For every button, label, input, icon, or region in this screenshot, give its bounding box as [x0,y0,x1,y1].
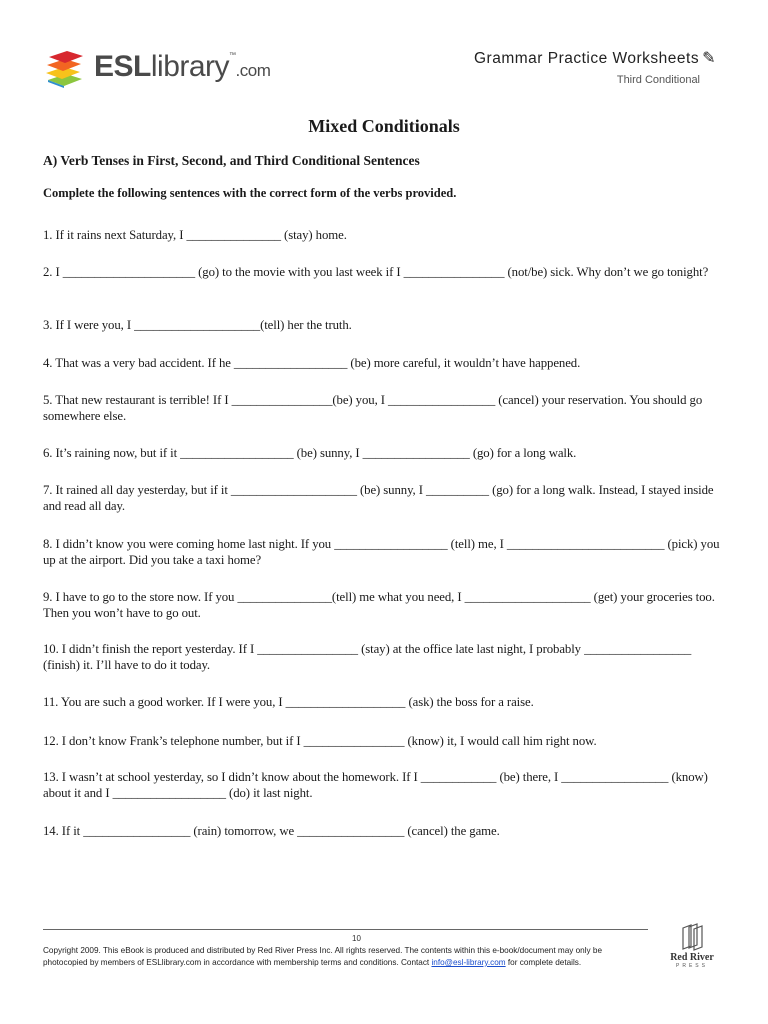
red-river-press-logo: Red River PRESS [664,922,720,969]
worksheet-header [474,48,716,86]
question-11: 11. You are such a good worker. If I were you, I ___________________ (ask) the boss for a raise. [43,695,534,709]
question-12: 12. I don’t know Frank’s telephone number, but if I ________________ (know) it, I would call him right now. [43,734,597,748]
question-2: 2. I _____________________ (go) to the movie with you last week if I ________________ (not/be) sick. Why don’t we go tonight? [43,265,709,279]
books-icon [677,922,707,952]
footer-divider [43,929,648,930]
question-14: 14. If it _________________ (rain) tomorrow, we _________________ (cancel) the game. [43,824,500,838]
question-8: 8. I didn’t know you were coming home last night. If you __________________ (tell) me, I _________________________ (pick) you up at the airport. Did you take a taxi home? [43,537,720,567]
copyright-notice: Copyright 2009. This eBook is produced and distributed by Red River Press Inc. All rights reserved. The contents within this e-book/document may only be photocopied by members of ESLlibrary.com in accordance with membership terms and conditions. Contact info@esl-library.com for complete details. [43,946,603,967]
question-6: 6. It’s raining now, but if it __________________ (be) sunny, I _________________ (go) for a long walk. [43,446,577,460]
question-5: 5. That new restaurant is terrible! If I ________________(be) you, I _________________ (cancel) your reservation. You should go somewhere else. [43,393,703,423]
question-10: 10. I didn’t finish the report yesterday. If I ________________ (stay) at the office late last night, I probably _________________ (finish) it. I’ll have to do it today. [43,642,692,672]
logo-wordmark: ESLlibrary™.com [94,50,271,83]
question-13: 13. I wasn’t at school yesterday, so I didn’t know about the homework. If I ____________ (be) there, I _________________ (know) about it and I __________________ (do) it last night. [43,770,708,800]
esl-library-logo [42,44,270,90]
worksheet-series-title: Grammar Practice Worksheets ✎ [473,50,716,67]
book-stack-icon [42,44,88,90]
question-3: 3. If I were you, I ____________________(tell) her the truth. [43,318,352,332]
instructions: Complete the following sentences with the correct form of the verbs provided. [43,186,457,200]
question-1: 1. If it rains next Saturday, I _______________ (stay) home. [43,228,347,242]
page-number: 10 [352,934,361,943]
page-title: Mixed Conditionals [308,116,460,136]
contact-email-link[interactable]: info@esl-library.com [431,958,506,967]
question-4: 4. That was a very bad accident. If he __________________ (be) more careful, it wouldn’t have happened. [43,356,581,370]
worksheet-topic: Third Conditional [616,74,700,86]
question-7: 7. It rained all day yesterday, but if it ____________________ (be) sunny, I __________ (go) for a long walk. Instead, I stayed inside and read all day. [43,483,714,513]
section-heading: A) Verb Tenses in First, Second, and Third Conditional Sentences [43,153,420,168]
question-9: 9. I have to go to the store now. If you _______________(tell) me what you need, I ____________________ (get) your groceries too. Then you won’t have to go out. [43,590,715,620]
pencil-icon: ✎ [702,50,716,67]
